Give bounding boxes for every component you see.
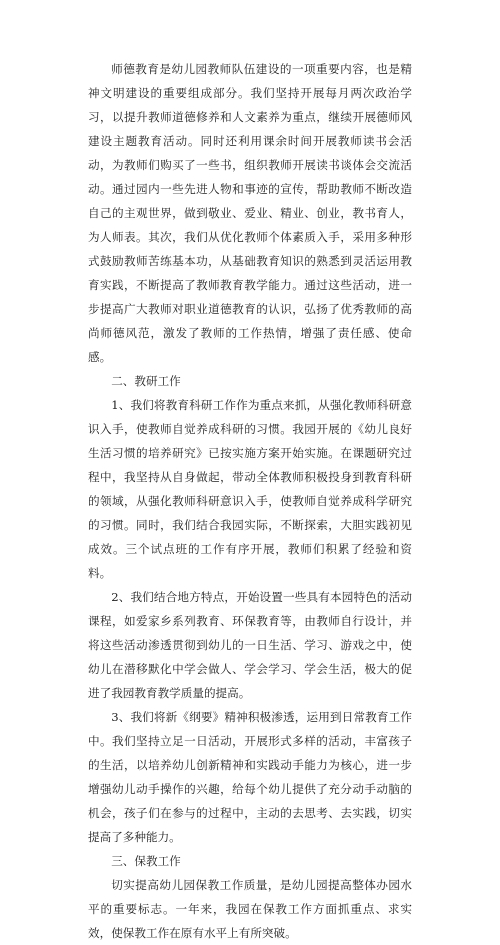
paragraph-research-1: 1、我们将教育科研工作作为重点来抓，从强化教师科研意识入手，使教师自觉养成科研的习惯。我园开展的《幼儿良好生活习惯的培养研究》已按实施方案开始实施。在课题研究过程中，我坚持从自身做起，带动全体教师积极投身到教育科研的领域，从强化教师科研意识入手，使教师自觉养成科学研究的习惯。同时，我们结合我园实际，不断探索，大胆实践初见成效。三个试点班的工作有序开展，教师们积累了经验和资料。	[88, 398, 412, 580]
document-body	[88, 57, 412, 945]
section-heading-care-education: 三、保教工作	[111, 854, 181, 868]
paragraph-research-3: 3、我们将新《纲要》精神积极渗透，运用到日常教育工作中。我们坚持立足一日活动，开展形式多样的活动，丰富孩子的生活，以培养幼儿创新精神和实践动手能力为核心，进一步增强幼儿动手操作的兴趣，给每个幼儿提供了充分动手动脑的机会，孩子们在参与的过程中，主动的去思考、去实践，切实提高了多种能力。	[88, 710, 412, 844]
section-heading-teaching-research: 二、教研工作	[111, 374, 181, 388]
paragraph-care-education: 切实提高幼儿园保教工作质量，是幼儿园提高整体办园水平的重要标志。一年来，我园在保教工作方面抓重点、求实效，使保教工作在原有水平上有所突破。	[88, 878, 412, 940]
paragraph-research-2: 2、我们结合地方特点，开始设置一些具有本园特色的活动课程，如爱家乡系列教育、环保教育等，由教师自行设计，并将这些活动渗透贯彻到幼儿的一日生活、学习、游戏之中，使幼儿在潜移默化中学会做人、学会学习、学会生活，极大的促进了我园教育教学质量的提高。	[88, 590, 412, 700]
paragraph-teacher-ethics: 师德教育是幼儿园教师队伍建设的一项重要内容，也是精神文明建设的重要组成部分。我们坚持开展每月两次政治学习，以提升教师道德修养和人文素养为重点，继续开展德师风建设主题教育活动。同时还利用课余时间开展教师读书会活动，为教师们购买了一些书，组织教师开展读书谈体会交流活动。通过园内一些先进人物和事迹的宣传，帮助教师不断改造自己的主观世界，做到敬业、爱业、精业、创业，教书育人，为人师表。其次，我们从优化教师个体素质入手，采用多种形式鼓励教师苦练基本功，从基础教育知识的熟悉到灵活运用教育实践，不断提高了教师教育教学能力。通过这些活动，进一步提高广大教师对职业道德教育的认识，弘扬了优秀教师的高尚师德风范，激发了教师的工作热情，增强了责任感、使命感。	[88, 62, 412, 364]
